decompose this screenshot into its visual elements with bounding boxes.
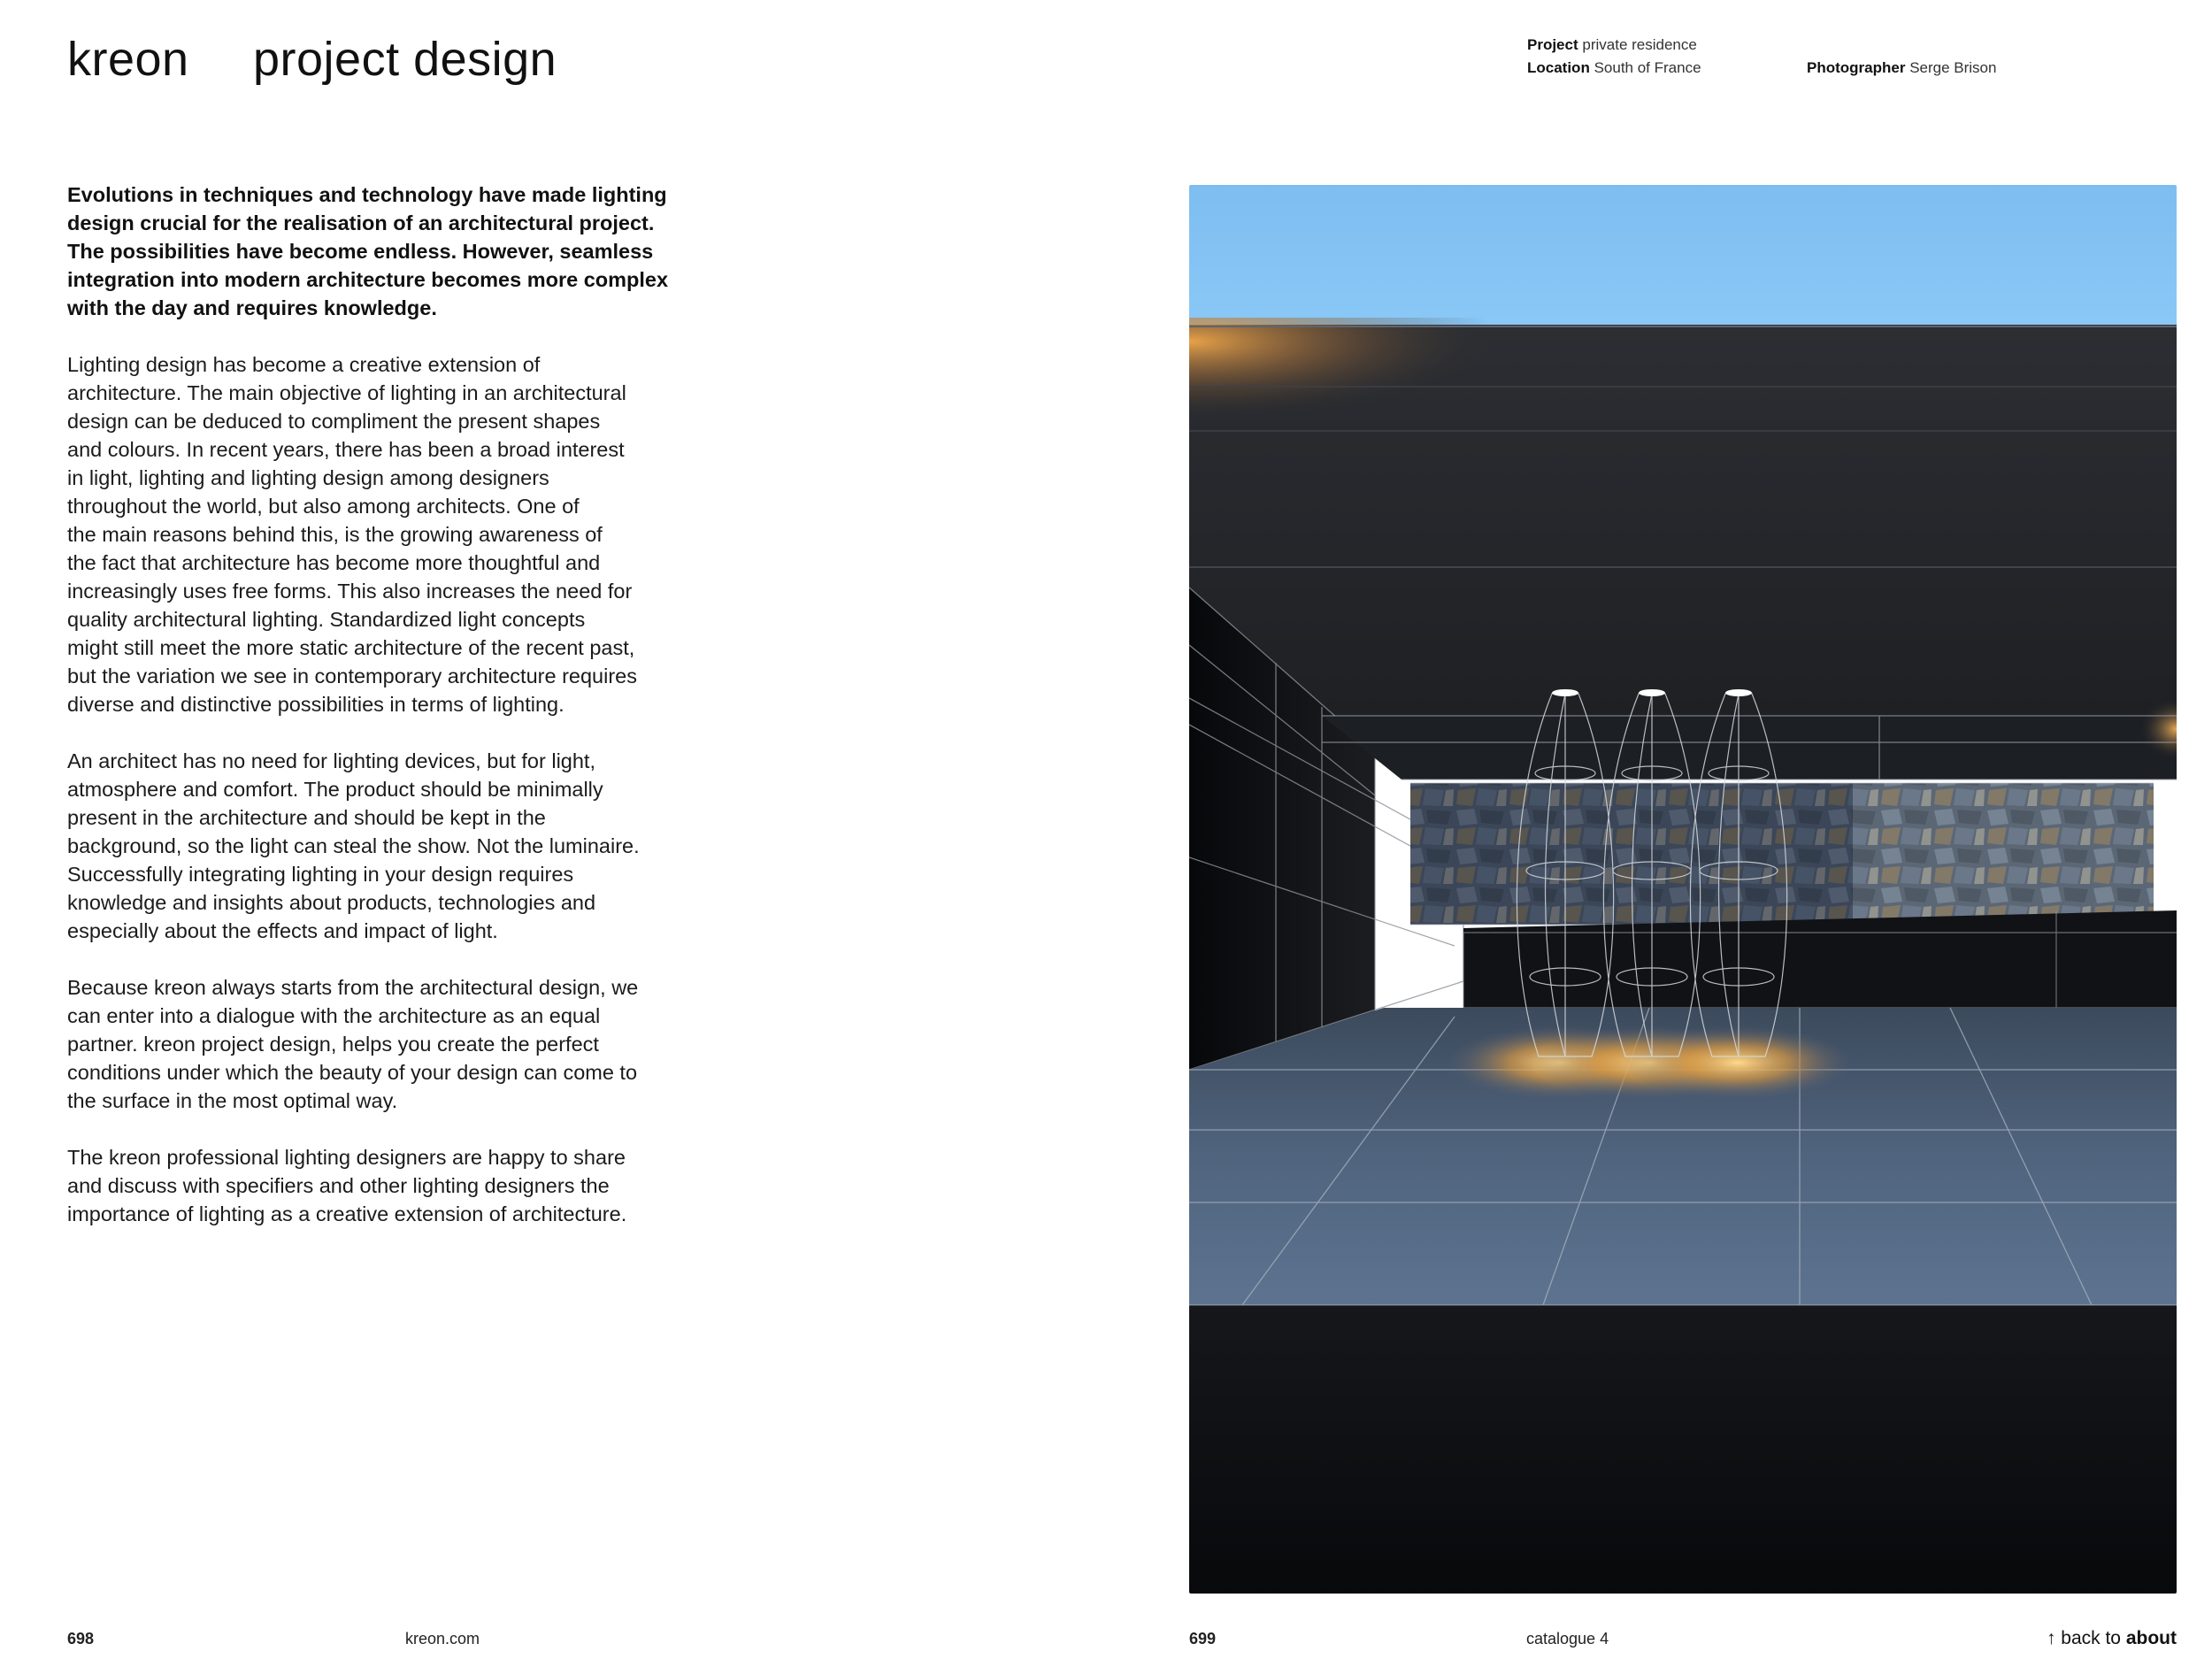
body-paragraph: The kreon professional lighting designers are happy to share and discuss with specifiers and other lighting designers the importance of lighting as a creative extension of architecture.: [67, 1146, 627, 1225]
meta-photographer-value: Serge Brison: [1909, 59, 1997, 76]
meta-project: [1527, 34, 1697, 57]
arrow-up-icon: ↑: [2046, 1628, 2056, 1648]
brand-logo: kreon: [67, 33, 189, 86]
meta-location: [1527, 57, 1701, 80]
page-title: project design: [253, 33, 557, 86]
body-paragraph: An architect has no need for lighting devices, but for light, atmosphere and comfort. The product should be minimally present in the architecture and should be kept in the background, so the light can steal the show. Not the luminaire. Successfully integrating lighting in your design requires knowledge and insights about products, technologies and especially about the effects and impact of light.: [67, 749, 640, 942]
meta-photographer: [1807, 57, 1996, 80]
body-paragraph: Because kreon always starts from the architectural design, we can enter into a dialogue with the architecture as an equal partner. kreon project design, helps you create the perfect conditions under which the beauty of your design can come to the surface in the most optimal way.: [67, 976, 639, 1112]
meta-project-label: Project: [1527, 36, 1578, 53]
meta-photographer-label: Photographer: [1807, 59, 1906, 76]
meta-location-label: Location: [1527, 59, 1590, 76]
page-number-left: 698: [67, 1630, 95, 1647]
back-link-target: about: [2125, 1628, 2177, 1648]
catalogue-label: catalogue 4: [1526, 1630, 1609, 1647]
meta-project-value: private residence: [1582, 36, 1697, 53]
website-link[interactable]: kreon.com: [405, 1630, 480, 1647]
project-photo: [1189, 185, 2177, 1594]
back-to-about-link[interactable]: [2047, 1627, 2177, 1650]
meta-location-value: South of France: [1594, 59, 1701, 76]
page-number-right: 699: [1189, 1630, 1217, 1647]
back-link-prefix: back to: [2061, 1628, 2121, 1648]
body-paragraph: Lighting design has become a creative extension of architecture. The main objective of lighting in an architectural design can be deduced to compliment the present shapes and colours. In recent years, there has been a broad interest in light, lighting and lighting design among designers throughout the world, but also among architects. One of the main reasons behind this, is the growing awareness of the fact that architecture has become more thoughtful and increasingly uses free forms. This also increases the need for quality architectural lighting. Standardized light concepts might still meet the more static architecture of the recent past, but the variation we see in contemporary architecture requires diverse and distinctive possibilities in terms of lighting.: [67, 353, 637, 716]
lead-paragraph: Evolutions in techniques and technology have made lighting design crucial for the realisation of an architectural project. The possibilities have become endless. However, seamless integration into modern architecture becomes more complex with the day and requires knowledge.: [67, 183, 669, 319]
body-text-column: [67, 180, 740, 1256]
